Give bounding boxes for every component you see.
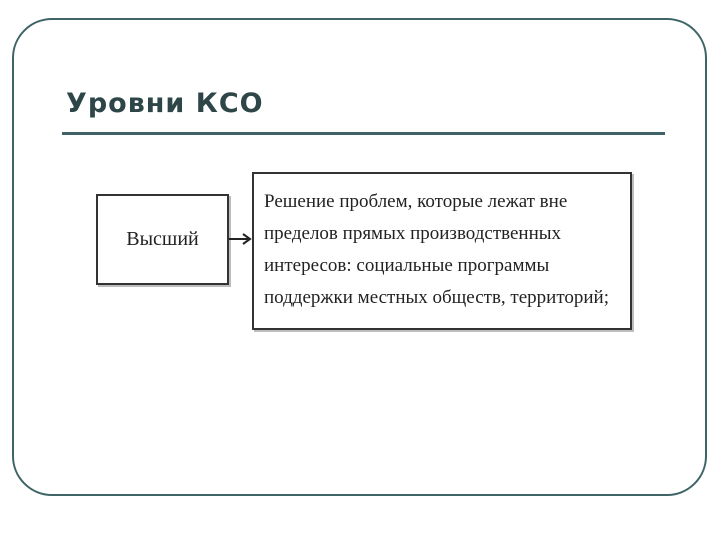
description-text: Решение проблем, которые лежат вне пределов прямых производственных интересов: социальные программы поддержки местных обществ, территорий; <box>264 191 609 308</box>
level-label: Высший <box>126 228 199 250</box>
level-box <box>96 194 229 285</box>
slide-title: Уровни КСО <box>66 88 264 119</box>
description-box <box>252 172 632 330</box>
arrow-right-icon <box>229 232 253 246</box>
title-underline <box>62 132 665 135</box>
